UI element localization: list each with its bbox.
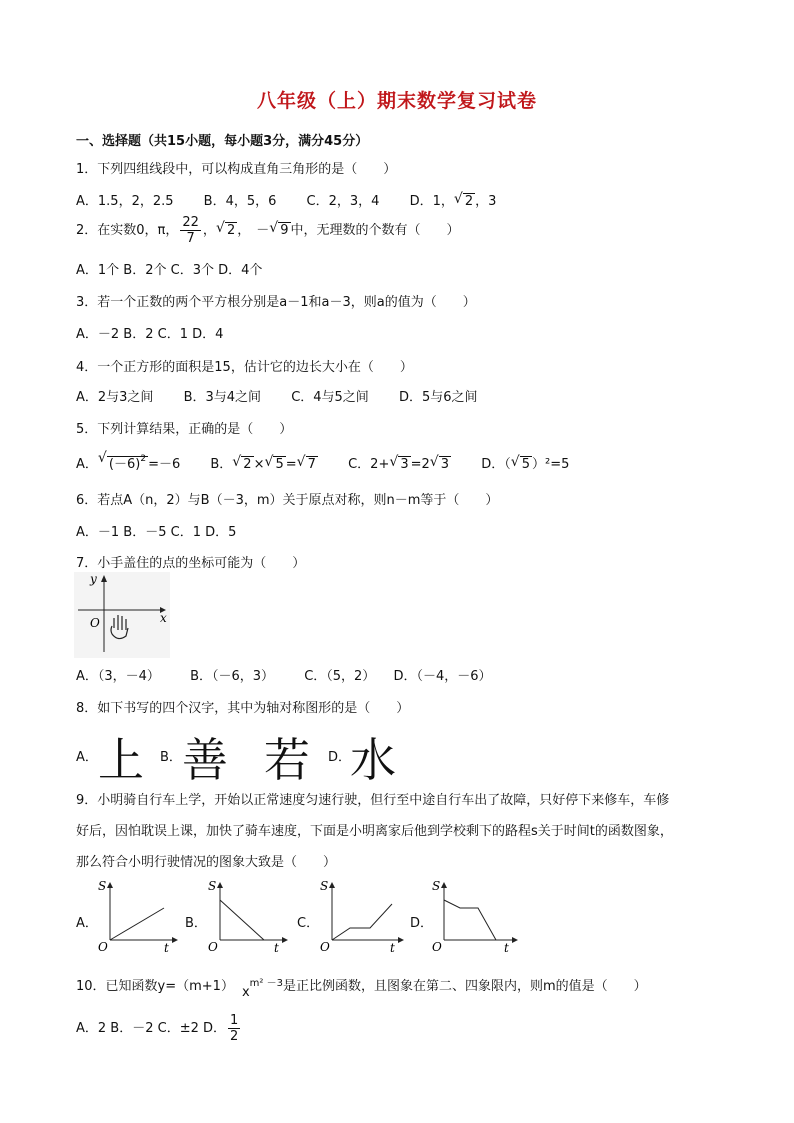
- option-b-label[interactable]: B．: [185, 916, 207, 931]
- character-b: 善: [182, 733, 228, 787]
- option-c-label[interactable]: C．: [297, 916, 320, 931]
- question-10-stem: 10．已知函数y=（m+1） $x^{m^2 -3}$是正比例函数，且图象在第二、四象限内，则m的值是（ ）: [76, 978, 647, 1000]
- question-1-stem: 1．下列四组线段中，可以构成直角三角形的是（ ）: [76, 162, 397, 177]
- graph-a[interactable]: [94, 876, 178, 952]
- origin-label: O: [90, 616, 100, 630]
- fraction: $\frac{22}{7}$: [182, 215, 199, 246]
- axis-t-label: t: [390, 941, 395, 952]
- question-5-options: [76, 450, 570, 472]
- question-1-options: [76, 190, 496, 209]
- question-7-options: [76, 665, 492, 684]
- axis-x-label: x: [160, 611, 167, 625]
- option-a[interactable]: A．（3，－4）: [76, 669, 160, 684]
- option-a[interactable]: A．1.5，2，2.5: [76, 194, 174, 209]
- option-d-label[interactable]: D．: [410, 916, 434, 931]
- option-a-label[interactable]: A．: [76, 916, 98, 931]
- option-d[interactable]: D．（ √ 5 ）²=5: [481, 454, 570, 472]
- axis-y-label: y: [90, 572, 97, 586]
- question-8-options: [76, 728, 716, 788]
- axis-s-label: S: [432, 879, 441, 893]
- option-d[interactable]: D．（－4，－6）: [393, 669, 492, 684]
- option-c[interactable]: C．2+ √ 3 =2 √ 3: [348, 454, 450, 472]
- question-6-stem: 6．若点A（n，2）与B（－3，m）关于原点对称，则n－m等于（ ）: [76, 493, 499, 508]
- question-5-stem: 5．下列计算结果，正确的是（ ）: [76, 422, 293, 437]
- axis-s-label: S: [98, 879, 107, 893]
- graph-d[interactable]: [428, 876, 518, 952]
- option-b[interactable]: B．（－6，3）: [190, 669, 275, 684]
- question-3-stem: 3．若一个正数的两个平方根分别是a－1和a－3，则a的值为（ ）: [76, 295, 476, 310]
- axis-s-label: S: [320, 879, 329, 893]
- origin-label: O: [432, 940, 442, 952]
- question-2-stem: 2．在实数0，π， $\frac{22}{7}$ ， √ 2 ， － √ 9 中，无理数的个数有（ ）: [76, 215, 460, 246]
- axis-t-label: t: [164, 941, 169, 952]
- question-4-options: [76, 386, 478, 405]
- question-3-options[interactable]: A．－2 B．2 C．1 D．4: [76, 327, 224, 342]
- origin-label: O: [208, 940, 218, 952]
- question-4-stem: 4．一个正方形的面积是15，估计它的边长大小在（ ）: [76, 360, 413, 375]
- option-d-label[interactable]: D．: [328, 750, 352, 765]
- option-a-label[interactable]: A．: [76, 750, 98, 765]
- coordinate-axes-figure: [74, 572, 170, 658]
- question-10-options[interactable]: A．2 B．－2 C．±2 D． $\frac{1}{2}$: [76, 1013, 239, 1044]
- character-a: 上: [98, 733, 144, 787]
- option-b-label[interactable]: B．: [160, 750, 182, 765]
- question-2-options[interactable]: A．1个 B．2个 C．3个 D．4个: [76, 263, 263, 278]
- option-c[interactable]: C．4与5之间: [291, 390, 369, 405]
- origin-label: O: [320, 940, 330, 952]
- graph-c[interactable]: [316, 876, 404, 952]
- graph-b[interactable]: [204, 876, 288, 952]
- character-d: 水: [350, 733, 396, 787]
- axis-s-label: S: [208, 879, 217, 893]
- option-b[interactable]: B． √ 2 × √ 5 = √ 7: [210, 454, 316, 472]
- option-c[interactable]: C．（5，2）: [304, 669, 376, 684]
- option-b[interactable]: B．3与4之间: [183, 390, 262, 405]
- page-title: 八年级（上）期末数学复习试卷: [256, 90, 537, 112]
- question-8-stem: 8．如下书写的四个汉字，其中为轴对称图形的是（ ）: [76, 701, 410, 716]
- option-a[interactable]: A．2与3之间: [76, 390, 154, 405]
- axis-t-label: t: [504, 941, 509, 952]
- character-c[interactable]: 若: [264, 733, 310, 787]
- fraction: $\frac{1}{2}$: [230, 1013, 239, 1044]
- option-d[interactable]: D．1， √ 2 ，3: [409, 191, 497, 209]
- option-a[interactable]: A． √ $(-6)^2 =-6$: [76, 450, 181, 472]
- question-9-stem: 9．小明骑自行车上学，开始以正常速度匀速行驶，但行至中途自行车出了故障，只好停下来修车，车修 好后，因怕耽误上课，加快了骑车速度，下面是小明离家后他到学校剩下的路程s关于时间t的函数图象， 那么符合小明行驶情况的图象大致是（ ）: [76, 793, 673, 870]
- section-heading: 一、选择题（共15小题，每小题3分，满分45分）: [76, 134, 369, 149]
- option-d[interactable]: D．5与6之间: [398, 390, 478, 405]
- origin-label: O: [98, 940, 108, 952]
- axis-t-label: t: [274, 941, 279, 952]
- option-c[interactable]: C．2，3，4: [306, 194, 380, 209]
- question-6-options[interactable]: A．－1 B．－5 C．1 D．5: [76, 525, 237, 540]
- option-b[interactable]: B．4，5，6: [203, 194, 277, 209]
- question-7-stem: 7．小手盖住的点的坐标可能为（ ）: [76, 556, 306, 571]
